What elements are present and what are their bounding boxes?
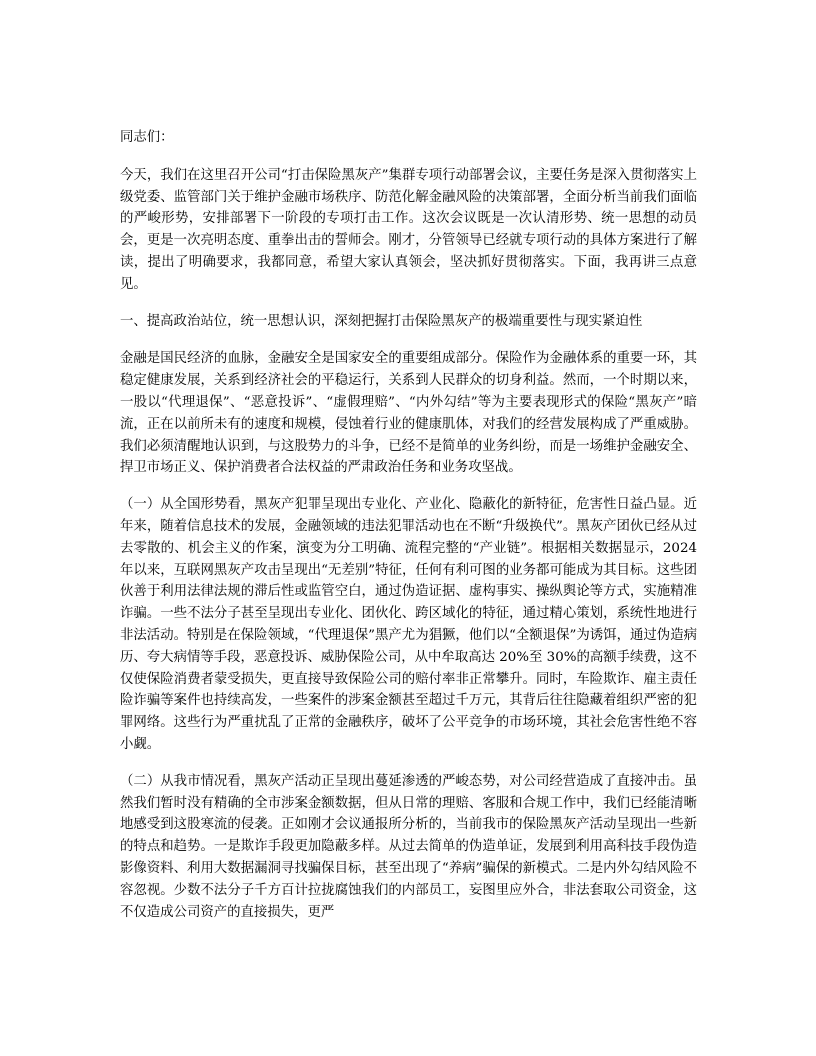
subsection-city: （二）从我市情况看，黑灰产活动正呈现出蔓延渗透的严峻态势，对公司经营造成了直接冲击。虽然我们暂时没有精确的全市涉案金额数据，但从日常的理赔、客服和合规工作中，我们已经能清晰地感受到这股寒流的侵袭。正如刚才会议通报所分析的，当前我市的保险黑灰产活动呈现出一些新的特点和趋势。一是欺诈手段更加隐蔽多样。从过去简单的伪造单证，发展到利用高科技手段伪造影像资料、利用大数据漏洞寻找骗保目标，甚至出现了“养病”骗保的新模式。二是内外勾结风险不容忽视。少数不法分子千方百计拉拢腐蚀我们的内部员工，妄图里应外合，非法套取公司资金，这不仅造成公司资产的直接损失，更严 <box>120 773 697 920</box>
greeting: 同志们： <box>120 130 174 145</box>
opening-paragraph: 今天，我们在这里召开公司“打击保险黑灰产”集群专项行动部署会议，主要任务是深入贯彻落实上级党委、监管部门关于维护金融市场秩序、防范化解金融风险的决策部署，全面分析当前我们面临的严峻形势，安排部署下一阶段的专项打击工作。这次会议既是一次认清形势、统一思想的动员会，更是一次亮明态度、重拳出击的誓师会。刚才，分管领导已经就专项行动的具体方案进行了解读，提出了明确要求，我都同意，希望大家认真领会，坚决抓好贯彻落实。下面，我再讲三点意见。 <box>120 167 697 292</box>
document-page <box>120 127 697 938</box>
subsection-national: （一）从全国形势看，黑灰产犯罪呈现出专业化、产业化、隐蔽化的新特征，危害性日益凸显。近年来，随着信息技术的发展，金融领域的违法犯罪活动也在不断“升级换代”。黑灰产团伙已经从过去零散的、机会主义的作案，演变为分工明确、流程完整的“产业链”。根据相关数据显示，2024 年以来，互联网黑灰产攻击呈现出“无差别”特征，任何有利可图的业务都可能成为其目标。这些团伙善于利用法律法规的滞后性或监管空白，通过伪造证据、虚构事实、操纵舆论等方式，实施精准诈骗。一些不法分子甚至呈现出专业化、团伙化、跨区域化的特征，通过精心策划，系统性地进行非法活动。特别是在保险领域，“代理退保”黑产尤为猖獗，他们以“全额退保”为诱饵，通过伪造病历、夸大病情等手段，恶意投诉、威胁保险公司，从中牟取高达 20%至 30%的高额手续费，这不仅使保险消费者蒙受损失，更直接导致保险公司的赔付率非正常攀升。同时，车险欺诈、雇主责任险诈骗等案件也持续高发，一些案件的涉案金额甚至超过千万元，其背后往往隐藏着组织严密的犯罪网络。这些行为严重扰乱了正常的金融秩序，破坏了公平竞争的市场环境，其社会危害性绝不容小觑。 <box>120 497 697 752</box>
body-paragraph: 金融是国民经济的血脉，金融安全是国家安全的重要组成部分。保险作为金融体系的重要一环，其稳定健康发展，关系到经济社会的平稳运行，关系到人民群众的切身利益。然而，一个时期以来，一股以“代理退保”、“恶意投诉”、“虚假理赔”、“内外勾结”等为主要表现形式的保险“黑灰产”暗流，正在以前所未有的速度和规模，侵蚀着行业的健康肌体，对我们的经营发展构成了严重威胁。我们必须清醒地认识到，与这股势力的斗争，已经不是简单的业务纠纷，而是一场维护金融安全、捍卫市场正义、保护消费者合法权益的严肃政治任务和业务攻坚战。 <box>120 351 697 476</box>
section-heading: 一、提高政治站位，统一思想认识，深刻把握打击保险黑灰产的极端重要性与现实紧迫性 <box>120 313 643 329</box>
